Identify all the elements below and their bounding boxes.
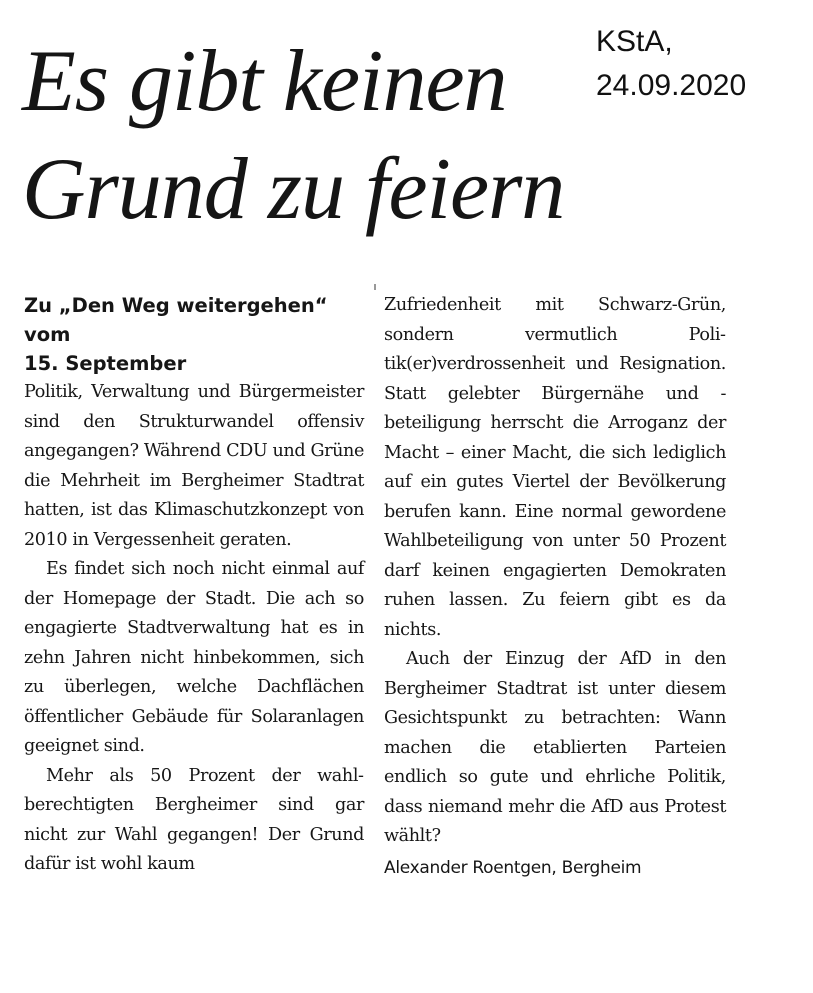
column-separator-mark (374, 284, 376, 290)
source-note (596, 20, 746, 108)
paragraph-2: Es findet sich noch nicht einmal auf der Homepage der Stadt. Die ach so engagierte Stadtverwaltung hat es in zehn Jahren nicht hinbekommen, sich zu überlegen, welche Dachflächen öffentlicher Gebäude für Solaranlagen geeignet sind. (24, 559, 364, 756)
author-signature: Alexander Roentgen, Bergheim (384, 857, 642, 878)
text-column-left (24, 378, 364, 880)
reference-line (24, 291, 369, 378)
source-date: 24.09.2020 (596, 69, 747, 102)
headline-line-1: Es gibt keinen (22, 33, 507, 130)
paragraph-1: Politik, Verwaltung und Bürgermeister sind den Strukturwandel offensiv angegangen? Während CDU und Grüne die Mehrheit im Bergheimer Stadtrat hatten, ist das Klimaschutzkonzept von 2010 in Vergessenheit geraten. (24, 382, 364, 550)
source-name: KStA, (596, 25, 673, 58)
headline (22, 28, 622, 244)
reference-date: 15. September (24, 352, 187, 375)
text-column-right (384, 291, 726, 883)
headline-line-2: Grund zu feiern (22, 141, 565, 238)
paragraph-4: Auch der Einzug der AfD in den Bergheimer Stadtrat ist unter diesem Gesichtspunkt zu betrachten: Wann machen die etablierten Parteien endlich so gute und ehrliche Politik, dass niemand mehr die AfD aus Protest wählt? (384, 649, 726, 846)
paragraph-3-start: Mehr als 50 Prozent der wahlberechtigten Bergheimer sind gar nicht zur Wahl gegangen! Der Grund dafür ist wohl kaum (24, 765, 364, 874)
reference-title: Zu „Den Weg weitergehen“ vom (24, 294, 328, 346)
paragraph-3-end: Zufriedenheit mit Schwarz-Grün, sondern vermutlich Politik(er)verdrossenheit und Resignation. Statt gelebter Bürgernähe und -beteiligung herrscht die Arroganz der Macht – einer Macht, die sich lediglich auf ein gutes Viertel der Bevölkerung berufen kann. Eine normal gewordene Wahlbeteiligung von unter 50 Prozent darf keinen engagierten Demokraten ruhen lassen. Zu feiern gibt es da nichts. (384, 295, 726, 640)
